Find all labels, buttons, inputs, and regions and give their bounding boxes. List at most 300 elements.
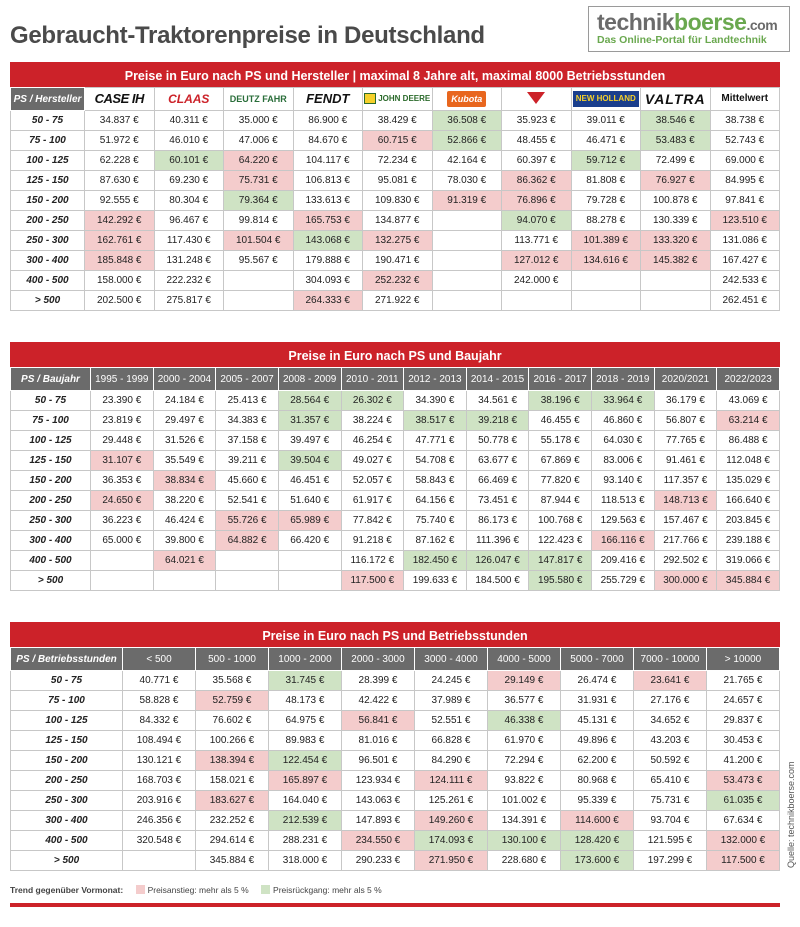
price-cell: 91.319 € xyxy=(432,191,502,211)
price-cell: 38.220 € xyxy=(153,491,216,511)
price-cell: 116.172 € xyxy=(341,551,404,571)
price-cell: 25.413 € xyxy=(216,391,279,411)
price-cell: 23.390 € xyxy=(91,391,154,411)
price-cell: 93.140 € xyxy=(592,471,655,491)
price-cell: 129.563 € xyxy=(592,511,655,531)
price-cell: 31.745 € xyxy=(269,671,342,691)
price-cell: 66.469 € xyxy=(466,471,529,491)
price-cell: 121.595 € xyxy=(634,831,707,851)
price-cell: 127.012 € xyxy=(502,251,572,271)
column-header: 2012 - 2013 xyxy=(404,368,467,391)
price-cell: 130.100 € xyxy=(488,831,561,851)
price-cell: 84.332 € xyxy=(123,711,196,731)
price-cell: 135.029 € xyxy=(717,471,780,491)
price-cell: 87.944 € xyxy=(529,491,592,511)
price-cell: 101.389 € xyxy=(571,231,641,251)
price-cell: 52.759 € xyxy=(196,691,269,711)
price-cell: 149.260 € xyxy=(415,811,488,831)
table-row xyxy=(11,671,780,691)
price-cell xyxy=(91,571,154,591)
price-cell: 242.000 € xyxy=(502,271,572,291)
section-manufacturer xyxy=(10,62,780,311)
price-cell: 51.972 € xyxy=(85,131,155,151)
price-cell: 65.410 € xyxy=(634,771,707,791)
price-cell: 255.729 € xyxy=(592,571,655,591)
price-cell: 60.101 € xyxy=(154,151,224,171)
row-label: > 500 xyxy=(11,851,123,871)
section-year xyxy=(10,342,780,591)
price-cell: 39.504 € xyxy=(278,451,341,471)
price-cell: 304.093 € xyxy=(293,271,363,291)
price-cell: 133.613 € xyxy=(293,191,363,211)
price-cell: 94.070 € xyxy=(502,211,572,231)
price-cell: 55.178 € xyxy=(529,431,592,451)
table-row xyxy=(11,171,780,191)
price-cell: 46.254 € xyxy=(341,431,404,451)
price-cell: 62.200 € xyxy=(561,751,634,771)
table-row xyxy=(11,731,780,751)
row-label: 250 - 300 xyxy=(11,231,85,251)
price-cell xyxy=(216,551,279,571)
row-label: 125 - 150 xyxy=(11,731,123,751)
price-cell: 26.474 € xyxy=(561,671,634,691)
price-cell: 24.657 € xyxy=(707,691,780,711)
price-cell: 37.989 € xyxy=(415,691,488,711)
table-row xyxy=(11,411,780,431)
table-row xyxy=(11,491,780,511)
price-cell: 143.068 € xyxy=(293,231,363,251)
price-cell: 45.660 € xyxy=(216,471,279,491)
price-cell: 29.497 € xyxy=(153,411,216,431)
table-row xyxy=(11,111,780,131)
brand-logo-box[interactable] xyxy=(588,6,790,52)
price-cell: 47.771 € xyxy=(404,431,467,451)
price-cell: 38.738 € xyxy=(710,111,780,131)
column-header: 2014 - 2015 xyxy=(466,368,529,391)
row-label: 75 - 100 xyxy=(11,691,123,711)
price-cell: 91.218 € xyxy=(341,531,404,551)
new-holland-logo: NEW HOLLAND xyxy=(573,91,639,107)
price-cell: 45.131 € xyxy=(561,711,634,731)
price-cell: 35.549 € xyxy=(153,451,216,471)
price-cell: 76.927 € xyxy=(641,171,711,191)
source-credit: Quelle: technikboerse.com xyxy=(786,761,796,868)
price-cell: 56.807 € xyxy=(654,411,717,431)
bottom-rule xyxy=(10,903,780,907)
price-cell: 145.382 € xyxy=(641,251,711,271)
price-cell: 48.455 € xyxy=(502,131,572,151)
row-label: 300 - 400 xyxy=(11,251,85,271)
price-cell: 34.383 € xyxy=(216,411,279,431)
price-cell: 101.504 € xyxy=(224,231,294,251)
price-cell: 86.488 € xyxy=(717,431,780,451)
price-cell: 123.934 € xyxy=(342,771,415,791)
price-cell: 50.592 € xyxy=(634,751,707,771)
kubota-logo: Kubota xyxy=(447,91,486,107)
price-cell: 69.230 € xyxy=(154,171,224,191)
price-cell: 195.580 € xyxy=(529,571,592,591)
row-label: 150 - 200 xyxy=(11,471,91,491)
section-banner: Preise in Euro nach PS und Baujahr xyxy=(10,346,780,367)
table-row xyxy=(11,811,780,831)
price-cell xyxy=(432,211,502,231)
column-header: < 500 xyxy=(123,648,196,671)
price-cell: 166.640 € xyxy=(717,491,780,511)
brand-header-valtra xyxy=(641,88,711,111)
price-cell: 209.416 € xyxy=(592,551,655,571)
price-cell: 203.916 € xyxy=(123,791,196,811)
table-row xyxy=(11,271,780,291)
column-header: 1995 - 1999 xyxy=(91,368,154,391)
brand-header-claas xyxy=(154,88,224,111)
price-cell: 38.517 € xyxy=(404,411,467,431)
price-cell: 97.841 € xyxy=(710,191,780,211)
price-cell: 78.030 € xyxy=(432,171,502,191)
price-cell: 100.266 € xyxy=(196,731,269,751)
table-row xyxy=(11,751,780,771)
price-cell: 83.006 € xyxy=(592,451,655,471)
table-row xyxy=(11,511,780,531)
price-cell: 292.502 € xyxy=(654,551,717,571)
price-cell: 43.069 € xyxy=(717,391,780,411)
price-cell: 64.882 € xyxy=(216,531,279,551)
price-cell: 142.292 € xyxy=(85,211,155,231)
table-row xyxy=(11,771,780,791)
price-cell: 288.231 € xyxy=(269,831,342,851)
row-label: 150 - 200 xyxy=(11,751,123,771)
price-cell: 36.508 € xyxy=(432,111,502,131)
price-cell: 34.837 € xyxy=(85,111,155,131)
price-cell: 38.834 € xyxy=(153,471,216,491)
price-cell: 252.232 € xyxy=(363,271,433,291)
price-cell: 52.866 € xyxy=(432,131,502,151)
row-label: 50 - 75 xyxy=(11,111,85,131)
price-cell: 108.494 € xyxy=(123,731,196,751)
price-cell: 79.364 € xyxy=(224,191,294,211)
table-row xyxy=(11,571,780,591)
table-body xyxy=(11,391,780,591)
price-cell: 100.878 € xyxy=(641,191,711,211)
price-cell: 147.893 € xyxy=(342,811,415,831)
price-cell: 109.830 € xyxy=(363,191,433,211)
price-cell: 50.778 € xyxy=(466,431,529,451)
price-cell: 80.304 € xyxy=(154,191,224,211)
price-cell: 234.550 € xyxy=(342,831,415,851)
row-label: 125 - 150 xyxy=(11,451,91,471)
price-cell: 84.670 € xyxy=(293,131,363,151)
price-cell: 41.200 € xyxy=(707,751,780,771)
price-cell: 131.248 € xyxy=(154,251,224,271)
row-label: 50 - 75 xyxy=(11,671,123,691)
price-cell: 36.353 € xyxy=(91,471,154,491)
price-cell: 96.467 € xyxy=(154,211,224,231)
price-cell: 183.627 € xyxy=(196,791,269,811)
price-cell: 95.567 € xyxy=(224,251,294,271)
price-cell xyxy=(278,551,341,571)
price-cell: 64.975 € xyxy=(269,711,342,731)
price-cell xyxy=(432,271,502,291)
price-cell: 46.455 € xyxy=(529,411,592,431)
price-cell: 31.357 € xyxy=(278,411,341,431)
table-corner-header: PS / Baujahr xyxy=(11,368,91,391)
table-row xyxy=(11,151,780,171)
table-row xyxy=(11,471,780,491)
price-cell xyxy=(432,291,502,311)
price-cell: 345.884 € xyxy=(717,571,780,591)
deer-icon xyxy=(364,93,376,104)
row-label: 75 - 100 xyxy=(11,131,85,151)
price-cell: 184.500 € xyxy=(466,571,529,591)
price-cell: 24.184 € xyxy=(153,391,216,411)
price-cell: 63.214 € xyxy=(717,411,780,431)
price-cell: 134.616 € xyxy=(571,251,641,271)
price-cell: 113.771 € xyxy=(502,231,572,251)
price-cell: 165.897 € xyxy=(269,771,342,791)
price-cell: 118.513 € xyxy=(592,491,655,511)
price-cell: 46.338 € xyxy=(488,711,561,731)
price-cell xyxy=(432,231,502,251)
price-table-manufacturer xyxy=(10,87,780,311)
table-row xyxy=(11,791,780,811)
price-cell: 27.176 € xyxy=(634,691,707,711)
price-cell xyxy=(502,291,572,311)
price-cell: 65.989 € xyxy=(278,511,341,531)
price-cell: 147.817 € xyxy=(529,551,592,571)
price-cell: 84.995 € xyxy=(710,171,780,191)
brand-header-kubota xyxy=(432,88,502,111)
price-cell: 162.761 € xyxy=(85,231,155,251)
price-cell: 60.397 € xyxy=(502,151,572,171)
price-cell: 48.173 € xyxy=(269,691,342,711)
table-row xyxy=(11,191,780,211)
price-table-year xyxy=(10,367,780,591)
column-header: 2005 - 2007 xyxy=(216,368,279,391)
row-label: 125 - 150 xyxy=(11,171,85,191)
price-cell: 271.950 € xyxy=(415,851,488,871)
price-cell: 96.501 € xyxy=(342,751,415,771)
price-cell: 95.081 € xyxy=(363,171,433,191)
price-cell: 47.006 € xyxy=(224,131,294,151)
price-cell: 318.000 € xyxy=(269,851,342,871)
price-cell: 84.290 € xyxy=(415,751,488,771)
section-banner: Preise in Euro nach PS und Betriebsstunden xyxy=(10,626,780,647)
price-cell xyxy=(123,851,196,871)
price-cell: 157.467 € xyxy=(654,511,717,531)
price-cell: 168.703 € xyxy=(123,771,196,791)
price-cell: 26.302 € xyxy=(341,391,404,411)
price-cell: 212.539 € xyxy=(269,811,342,831)
price-cell: 46.451 € xyxy=(278,471,341,491)
price-cell: 62.228 € xyxy=(85,151,155,171)
price-cell: 49.896 € xyxy=(561,731,634,751)
column-header: 2010 - 2011 xyxy=(341,368,404,391)
price-cell: 29.149 € xyxy=(488,671,561,691)
price-cell: 143.063 € xyxy=(342,791,415,811)
price-cell: 132.000 € xyxy=(707,831,780,851)
massey-ferguson-logo xyxy=(527,92,545,104)
column-header: > 10000 xyxy=(707,648,780,671)
row-label: 300 - 400 xyxy=(11,811,123,831)
price-cell: 138.394 € xyxy=(196,751,269,771)
price-cell: 246.356 € xyxy=(123,811,196,831)
price-cell: 134.391 € xyxy=(488,811,561,831)
price-cell: 69.000 € xyxy=(710,151,780,171)
price-cell: 34.390 € xyxy=(404,391,467,411)
trend-legend xyxy=(10,885,382,895)
price-cell: 232.252 € xyxy=(196,811,269,831)
price-cell: 167.427 € xyxy=(710,251,780,271)
price-cell: 49.027 € xyxy=(341,451,404,471)
table-row xyxy=(11,691,780,711)
price-cell: 92.555 € xyxy=(85,191,155,211)
price-cell: 53.473 € xyxy=(707,771,780,791)
table-row xyxy=(11,131,780,151)
row-label: > 500 xyxy=(11,291,85,311)
price-cell: 42.164 € xyxy=(432,151,502,171)
price-cell: 179.888 € xyxy=(293,251,363,271)
price-cell: 128.420 € xyxy=(561,831,634,851)
price-cell: 271.922 € xyxy=(363,291,433,311)
price-cell: 75.740 € xyxy=(404,511,467,531)
price-cell: 242.533 € xyxy=(710,271,780,291)
price-cell: 104.117 € xyxy=(293,151,363,171)
price-cell: 58.843 € xyxy=(404,471,467,491)
price-cell: 319.066 € xyxy=(717,551,780,571)
price-cell: 64.220 € xyxy=(224,151,294,171)
price-cell: 30.453 € xyxy=(707,731,780,751)
table-corner-header: PS / Hersteller xyxy=(11,88,85,111)
price-cell: 80.968 € xyxy=(561,771,634,791)
price-cell: 126.047 € xyxy=(466,551,529,571)
price-cell: 61.970 € xyxy=(488,731,561,751)
price-cell: 39.800 € xyxy=(153,531,216,551)
price-cell: 81.016 € xyxy=(342,731,415,751)
price-cell: 34.561 € xyxy=(466,391,529,411)
price-cell: 134.877 € xyxy=(363,211,433,231)
price-cell: 101.002 € xyxy=(488,791,561,811)
row-label: 400 - 500 xyxy=(11,831,123,851)
row-label: 100 - 125 xyxy=(11,711,123,731)
price-cell: 86.362 € xyxy=(502,171,572,191)
row-label: 400 - 500 xyxy=(11,271,85,291)
column-header: 500 - 1000 xyxy=(196,648,269,671)
price-cell: 61.917 € xyxy=(341,491,404,511)
price-cell: 112.048 € xyxy=(717,451,780,471)
price-cell: 228.680 € xyxy=(488,851,561,871)
row-label: 200 - 250 xyxy=(11,771,123,791)
row-label: 150 - 200 xyxy=(11,191,85,211)
price-cell xyxy=(224,291,294,311)
row-label: 300 - 400 xyxy=(11,531,91,551)
price-cell: 54.708 € xyxy=(404,451,467,471)
price-cell: 38.196 € xyxy=(529,391,592,411)
table-body xyxy=(11,111,780,311)
price-cell: 52.551 € xyxy=(415,711,488,731)
price-cell: 58.828 € xyxy=(123,691,196,711)
page-title: Gebraucht-Traktorenpreise in Deutschland xyxy=(10,22,485,49)
legend-swatch-decrease xyxy=(261,885,270,894)
price-cell: 202.500 € xyxy=(85,291,155,311)
case-ih-logo: CASE IH xyxy=(94,91,144,106)
price-cell: 35.923 € xyxy=(502,111,572,131)
price-cell: 93.704 € xyxy=(634,811,707,831)
table-row xyxy=(11,231,780,251)
price-cell: 290.233 € xyxy=(342,851,415,871)
price-cell: 52.541 € xyxy=(216,491,279,511)
price-cell: 133.320 € xyxy=(641,231,711,251)
price-cell: 222.232 € xyxy=(154,271,224,291)
price-cell: 132.275 € xyxy=(363,231,433,251)
table-row xyxy=(11,851,780,871)
price-cell: 164.040 € xyxy=(269,791,342,811)
price-cell: 46.010 € xyxy=(154,131,224,151)
price-cell: 185.848 € xyxy=(85,251,155,271)
price-cell: 124.111 € xyxy=(415,771,488,791)
price-cell: 66.828 € xyxy=(415,731,488,751)
table-row xyxy=(11,831,780,851)
price-cell: 77.842 € xyxy=(341,511,404,531)
price-cell: 262.451 € xyxy=(710,291,780,311)
table-corner-header: PS / Betriebsstunden xyxy=(11,648,123,671)
table-row xyxy=(11,391,780,411)
price-cell: 165.753 € xyxy=(293,211,363,231)
brand-header-new-holland xyxy=(571,88,641,111)
price-cell xyxy=(278,571,341,591)
price-cell: 76.602 € xyxy=(196,711,269,731)
price-cell: 31.931 € xyxy=(561,691,634,711)
column-header: 2008 - 2009 xyxy=(278,368,341,391)
price-cell: 64.030 € xyxy=(592,431,655,451)
price-cell: 158.021 € xyxy=(196,771,269,791)
price-cell: 59.712 € xyxy=(571,151,641,171)
table-row xyxy=(11,451,780,471)
brand-header-massey-ferguson xyxy=(502,88,572,111)
price-cell: 86.173 € xyxy=(466,511,529,531)
table-row xyxy=(11,291,780,311)
price-cell: 123.510 € xyxy=(710,211,780,231)
price-cell: 24.245 € xyxy=(415,671,488,691)
row-label: 200 - 250 xyxy=(11,491,91,511)
price-cell xyxy=(432,251,502,271)
price-cell: 40.311 € xyxy=(154,111,224,131)
column-header: 5000 - 7000 xyxy=(561,648,634,671)
price-cell: 72.234 € xyxy=(363,151,433,171)
brand-header-deutz-fahr xyxy=(224,88,294,111)
price-cell: 87.630 € xyxy=(85,171,155,191)
price-cell: 63.677 € xyxy=(466,451,529,471)
price-cell: 35.000 € xyxy=(224,111,294,131)
price-cell: 300.000 € xyxy=(654,571,717,591)
column-header: 1000 - 2000 xyxy=(269,648,342,671)
price-cell: 65.000 € xyxy=(91,531,154,551)
price-cell: 125.261 € xyxy=(415,791,488,811)
price-cell: 76.896 € xyxy=(502,191,572,211)
row-label: 100 - 125 xyxy=(11,151,85,171)
row-label: 50 - 75 xyxy=(11,391,91,411)
price-cell xyxy=(224,271,294,291)
price-cell: 36.179 € xyxy=(654,391,717,411)
price-cell: 158.000 € xyxy=(85,271,155,291)
price-cell: 46.471 € xyxy=(571,131,641,151)
legend-increase-label: Preisanstieg: mehr als 5 % xyxy=(147,885,249,895)
price-cell: 117.500 € xyxy=(341,571,404,591)
price-cell: 122.454 € xyxy=(269,751,342,771)
table-row xyxy=(11,551,780,571)
row-label: > 500 xyxy=(11,571,91,591)
price-cell: 130.339 € xyxy=(641,211,711,231)
price-cell: 28.564 € xyxy=(278,391,341,411)
price-cell: 91.461 € xyxy=(654,451,717,471)
